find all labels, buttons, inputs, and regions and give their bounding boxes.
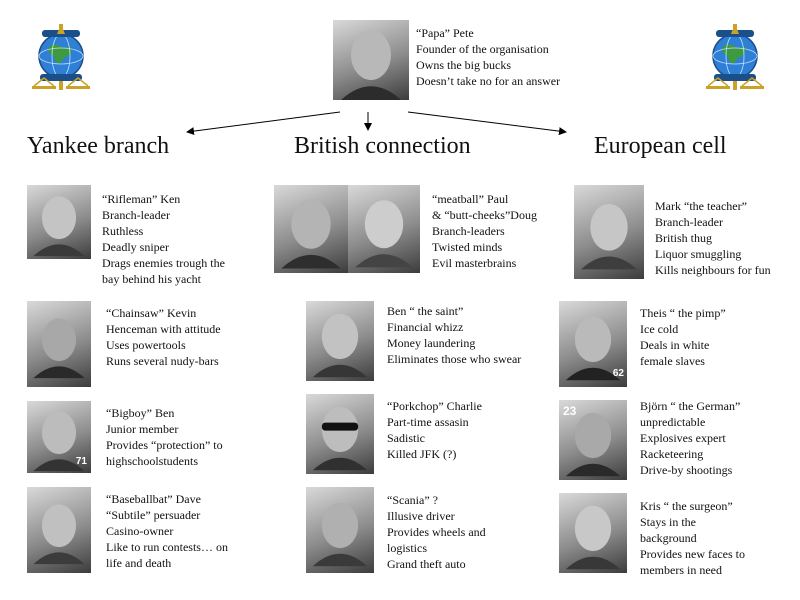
interpol-emblem-icon-left bbox=[30, 22, 92, 96]
member-line: Provides new faces to bbox=[640, 547, 745, 561]
member-line: Casino-owner bbox=[106, 524, 174, 538]
member-line: members in need bbox=[640, 563, 722, 577]
arrow-to-european-cell bbox=[408, 112, 566, 132]
member-line: Kills neighbours for fun bbox=[655, 263, 771, 277]
member-name: Theis “ the pimp” bbox=[640, 306, 726, 320]
member-photo bbox=[306, 487, 374, 573]
jersey-number: 71 bbox=[75, 456, 87, 467]
founder-line: Doesn’t take no for an answer bbox=[416, 74, 561, 88]
member-line: Illusive driver bbox=[387, 509, 455, 523]
member-info-theis-the-pimp bbox=[640, 305, 726, 369]
founder-name: “Papa” Pete bbox=[416, 26, 474, 40]
member-photo bbox=[274, 185, 348, 273]
member-photo bbox=[27, 185, 91, 259]
member-line: Uses powertools bbox=[106, 338, 186, 352]
member-name: “Bigboy” Ben bbox=[106, 406, 175, 420]
member-line: Deadly sniper bbox=[102, 240, 169, 254]
member-name: Kris “ the surgeon” bbox=[640, 499, 733, 513]
member-info-rifleman-ken bbox=[102, 191, 225, 287]
member-info-mark-the-teacher bbox=[655, 198, 771, 278]
member-name: “Rifleman” Ken bbox=[102, 192, 181, 206]
member-line: Twisted minds bbox=[432, 240, 503, 254]
branch-title-british: British connection bbox=[294, 133, 471, 159]
member-photo bbox=[306, 301, 374, 381]
member-photo bbox=[348, 185, 420, 273]
member-line: Drive-by shootings bbox=[640, 463, 733, 477]
member-info-bigboy-ben bbox=[106, 405, 223, 469]
member-photo bbox=[27, 487, 91, 573]
member-line: Stays in the bbox=[640, 515, 696, 529]
member-line: Drags enemies trough the bbox=[102, 256, 225, 270]
member-info-ben-the-saint bbox=[387, 303, 521, 367]
member-name: “Scania” ? bbox=[387, 493, 438, 507]
member-line: Branch-leaders bbox=[432, 224, 505, 238]
member-line: “Subtile” persuader bbox=[106, 508, 201, 522]
member-info-kris-the-surgeon bbox=[640, 498, 745, 578]
member-photo bbox=[559, 301, 627, 387]
member-photo bbox=[27, 401, 91, 473]
member-line: Sadistic bbox=[387, 431, 425, 445]
member-line: Like to run contests… on bbox=[106, 540, 228, 554]
member-line: Henceman with attitude bbox=[106, 322, 221, 336]
member-line: Part-time assasin bbox=[387, 415, 469, 429]
member-info-bjorn-the-german bbox=[640, 398, 740, 478]
member-name: “meatball” Paul bbox=[432, 192, 509, 206]
member-line: Grand theft auto bbox=[387, 557, 466, 571]
member-photo bbox=[559, 493, 627, 573]
member-line: Provides “protection” to bbox=[106, 438, 223, 452]
member-line: Financial whizz bbox=[387, 320, 464, 334]
member-line: Runs several nudy-bars bbox=[106, 354, 219, 368]
member-line: life and death bbox=[106, 556, 172, 570]
member-line: Provides wheels and bbox=[387, 525, 486, 539]
arrow-to-yankee-branch bbox=[187, 112, 340, 132]
member-name: Björn “ the German” bbox=[640, 399, 741, 413]
member-info-baseballbat-dave bbox=[106, 491, 228, 571]
member-name: Ben “ the saint” bbox=[387, 304, 464, 318]
member-info-meatball-paul-butt-cheeks-doug bbox=[432, 191, 537, 271]
member-line: logistics bbox=[387, 541, 428, 555]
member-line: Liquor smuggling bbox=[655, 247, 742, 261]
jersey-number: 23 bbox=[563, 404, 577, 418]
member-name: Mark “the teacher” bbox=[655, 199, 747, 213]
member-name: “Porkchop” Charlie bbox=[387, 399, 482, 413]
member-line: Branch-leader bbox=[655, 215, 723, 229]
member-name: “Chainsaw” Kevin bbox=[106, 306, 197, 320]
jersey-number: 62 bbox=[612, 368, 624, 379]
member-line: Racketeering bbox=[640, 447, 704, 461]
member-info-scania bbox=[387, 492, 486, 572]
founder-photo bbox=[333, 20, 409, 100]
member-line: female slaves bbox=[640, 354, 705, 368]
member-info-chainsaw-kevin bbox=[106, 305, 221, 369]
member-photo bbox=[306, 394, 374, 474]
member-line: Evil masterbrains bbox=[432, 256, 517, 270]
member-line: British thug bbox=[655, 231, 713, 245]
member-line: Explosives expert bbox=[640, 431, 726, 445]
member-line: bay behind his yacht bbox=[102, 272, 201, 286]
member-photo bbox=[559, 400, 627, 480]
founder-info bbox=[416, 25, 560, 89]
member-line: Killed JFK (?) bbox=[387, 447, 457, 461]
interpol-emblem-icon-right bbox=[704, 22, 766, 96]
member-line: Ruthless bbox=[102, 224, 144, 238]
member-line: Junior member bbox=[106, 422, 179, 436]
branch-title-european: European cell bbox=[594, 133, 727, 159]
member-line: unpredictable bbox=[640, 415, 706, 429]
founder-line: Owns the big bucks bbox=[416, 58, 511, 72]
member-line: highschoolstudents bbox=[106, 454, 198, 468]
member-photo bbox=[27, 301, 91, 387]
member-line: Ice cold bbox=[640, 322, 679, 336]
member-line: Deals in white bbox=[640, 338, 710, 352]
member-line: background bbox=[640, 531, 697, 545]
founder-line: Founder of the organisation bbox=[416, 42, 549, 56]
branch-title-yankee: Yankee branch bbox=[27, 133, 170, 159]
member-info-porkchop-charlie bbox=[387, 398, 482, 462]
member-line: Branch-leader bbox=[102, 208, 170, 222]
member-line: Eliminates those who swear bbox=[387, 352, 522, 366]
member-name: & “butt-cheeks”Doug bbox=[432, 208, 537, 222]
member-photo bbox=[574, 185, 644, 279]
member-line: Money laundering bbox=[387, 336, 476, 350]
member-name: “Baseballbat” Dave bbox=[106, 492, 201, 506]
